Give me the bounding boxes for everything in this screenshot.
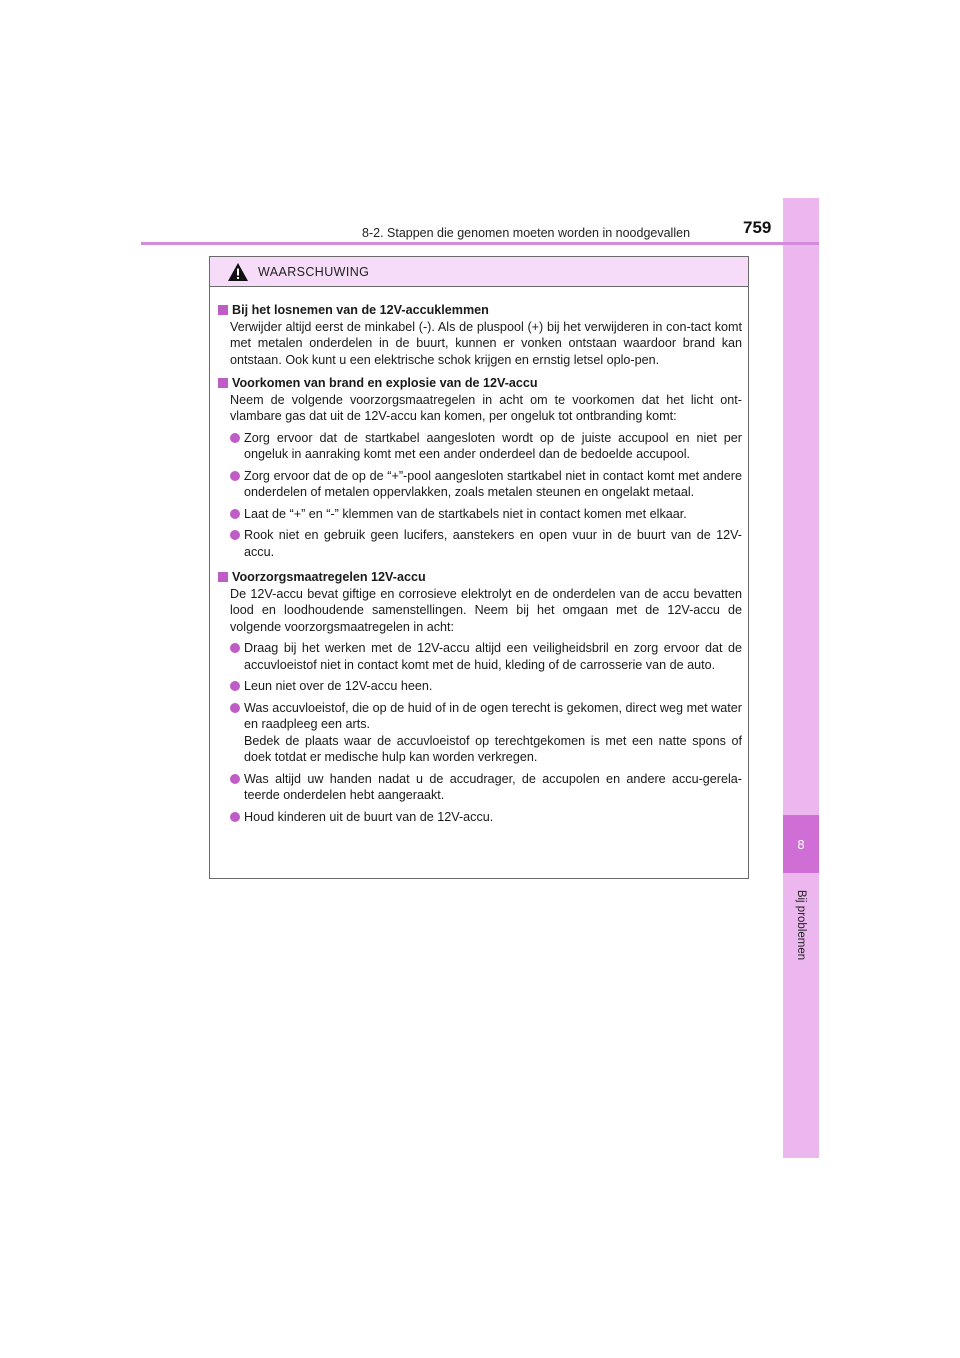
list-item [230, 468, 742, 501]
round-bullet-icon [230, 774, 240, 784]
section-text: Neem de volgende voorzorgsmaatregelen in acht om te voorkomen dat het licht ont-vlambare gas dat uit de 12V-accu kan komen, per ongeluk tot ontbranding komt: [230, 392, 742, 423]
list-item [230, 527, 742, 560]
square-bullet-icon [218, 305, 228, 315]
header-divider [141, 242, 819, 245]
list-item-text: Zorg ervoor dat de op de “+”-pool aangesloten startkabel niet in contact komt met andere onderdelen of metalen oppervlakken, zoals metalen steunen en ongelakt metaal. [244, 468, 742, 499]
section-heading [218, 569, 742, 586]
list-item-text-line2: Bedek de plaats waar de accuvloeistof op terechtgekomen is met een natte spons of doek totdat er medische hulp kan worden verkregen. [244, 733, 742, 764]
section-heading-text: Voorzorgsmaatregelen 12V-accu [232, 570, 426, 584]
square-bullet-icon [218, 572, 228, 582]
list-item-text: Houd kinderen uit de buurt van de 12V-accu. [244, 809, 494, 824]
list-item [230, 430, 742, 463]
warning-triangle-icon [227, 262, 249, 282]
section-heading [218, 302, 742, 319]
section-header: 8-2. Stappen die genomen moeten worden in noodgevallen [362, 226, 691, 240]
section-heading-text: Bij het losnemen van de 12V-accuklemmen [232, 303, 489, 317]
warning-box [209, 256, 749, 879]
chapter-label [783, 880, 819, 970]
list-item-text: Was altijd uw handen nadat u de accudrager, de accupolen en andere accu-gerela-teerde onderdelen hebt aangeraakt. [244, 771, 742, 802]
list-item-text: Zorg ervoor dat de startkabel aangesloten wordt op de juiste accupool en niet per ongeluk in aanraking komt met een ander onderdeel dan de bedoelde accupool. [244, 430, 742, 461]
round-bullet-icon [230, 471, 240, 481]
list-item [230, 506, 742, 523]
list-item-text: Leun niet over de 12V-accu heen. [244, 679, 433, 693]
list-item-text: Laat de “+” en “-” klemmen van de startkabels niet in contact komen met elkaar. [244, 506, 687, 521]
list-item-text-line1: Was accuvloeistof, die op de huid of in de ogen terecht is gekomen, direct weg met water en raadpleeg een arts. [244, 700, 742, 731]
list-item-text [244, 700, 742, 766]
list-item [230, 809, 742, 826]
list-item [230, 640, 742, 673]
warning-header [210, 257, 748, 287]
round-bullet-icon [230, 681, 240, 691]
page-number: 759 [743, 218, 772, 237]
round-bullet-icon [230, 530, 240, 540]
round-bullet-icon [230, 433, 240, 443]
round-bullet-icon [230, 509, 240, 519]
section-heading-text: Voorkomen van brand en explosie van de 12V-accu [232, 376, 538, 390]
chapter-number: 8 [783, 815, 819, 873]
chapter-label-text: Bij problemen [795, 889, 808, 961]
warning-title: WAARSCHUWING [258, 264, 370, 279]
section-text: Verwijder altijd eerst de minkabel (-). Als de pluspool (+) bij het verwijderen in con-tact komt met metalen onderdelen in de buurt, kunnen er vonken ontstaan waardoor brand kan ontstaan. Ook kunt u een elektrische schok krijgen en ernstig letsel oplo-pen. [230, 319, 742, 367]
section-text: De 12V-accu bevat giftige en corrosieve elektrolyt en de onderdelen van de accu bevatten lood en loodhoudende samenstellingen. Neem bij het omgaan met de 12V-accu de volgende voorzorgsmaatregelen in acht: [230, 586, 742, 634]
list-item [230, 771, 742, 804]
square-bullet-icon [218, 378, 228, 388]
list-item [230, 678, 742, 695]
list-item-text: Draag bij het werken met de 12V-accu altijd een veiligheidsbril en zorg ervoor dat de accuvloeistof niet in contact komt met de huid, kleding of de carrosserie van de auto. [244, 641, 742, 672]
side-tab [783, 198, 819, 1158]
list-item [230, 700, 742, 766]
round-bullet-icon [230, 812, 240, 822]
warning-body [210, 287, 748, 825]
round-bullet-icon [230, 643, 240, 653]
section-heading [218, 375, 742, 392]
list-item-text: Rook niet en gebruik geen lucifers, aanstekers en open vuur in de buurt van de 12V-accu. [244, 528, 742, 559]
round-bullet-icon [230, 703, 240, 713]
